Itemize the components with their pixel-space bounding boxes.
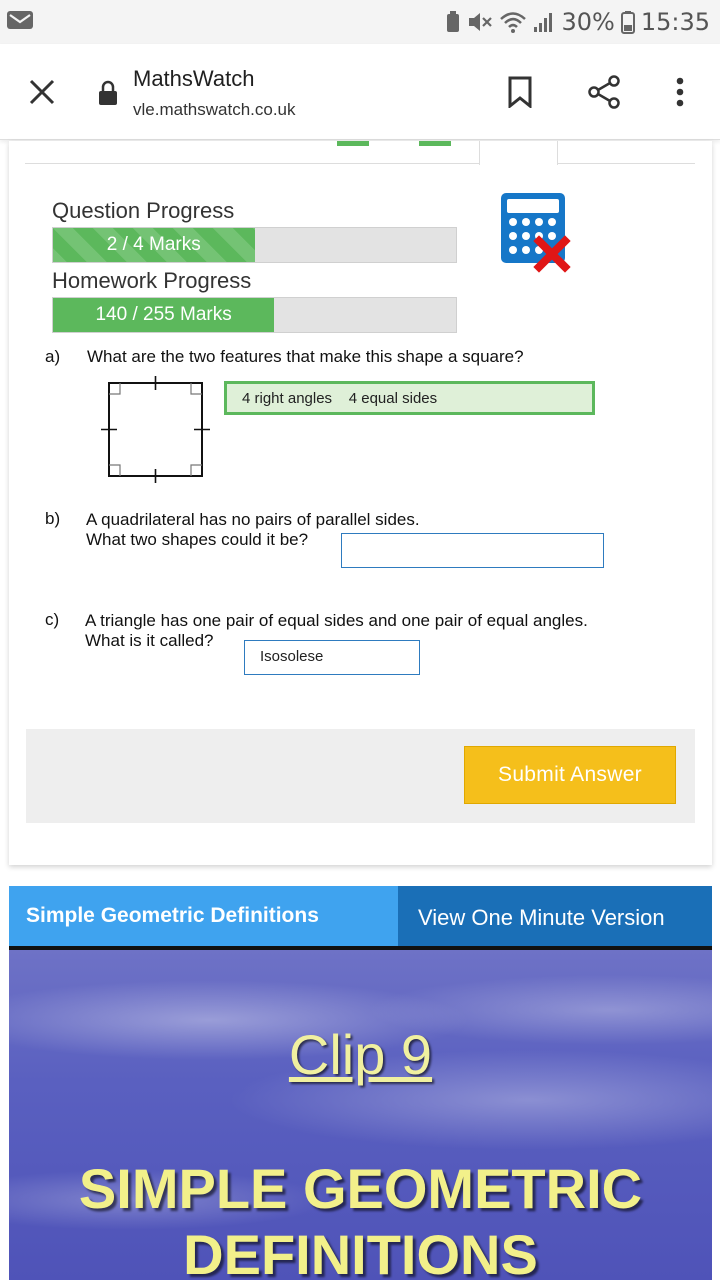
site-title: MathsWatch [133,66,255,91]
answer-b-field[interactable] [341,533,604,568]
question-progress-label: Question Progress [52,198,235,223]
site-url[interactable]: vle.mathswatch.co.uk [133,100,296,119]
battery-icon [621,10,635,34]
question-progress-bar [52,227,457,263]
homework-progress-label: Homework Progress [52,268,252,293]
share-icon[interactable] [580,68,628,116]
calculator-not-allowed-icon [499,191,575,273]
notification-icon [6,8,34,32]
clip-subtitle-line1: SIMPLE GEOMETRIC [78,1157,643,1220]
wifi-icon [499,10,527,34]
battery-percent: 30% [561,8,615,36]
signal-icon [533,10,555,34]
clip-subtitle [9,1156,712,1280]
divider [25,163,479,164]
answer-a-field[interactable]: 4 right angles 4 equal sides [224,381,595,415]
question-a-letter: a) [45,347,61,366]
tab-marker [419,141,451,146]
question-c-line2: What is it called? [85,631,214,650]
browser-toolbar [0,44,720,140]
mute-icon [467,10,493,34]
question-b-letter: b) [45,509,61,528]
question-progress-fill: 2 / 4 Marks [53,228,255,262]
tab-marker [337,141,369,146]
question-c-line1: A triangle has one pair of equal sides and one pair of equal angles. [85,611,588,630]
video-tabs [9,886,712,946]
homework-progress-bar [52,297,457,333]
answer-c-field[interactable]: Isosolese [244,640,420,675]
bookmark-icon[interactable] [496,68,544,116]
homework-progress-fill: 140 / 255 Marks [53,298,274,332]
divider [479,141,480,165]
video-player[interactable] [9,946,712,1280]
close-icon[interactable] [18,68,66,116]
square-diagram [97,375,221,485]
clip-title: Clip 9 [288,1023,433,1086]
question-card [9,141,712,865]
submit-answer-button[interactable]: Submit Answer [464,746,676,804]
divider [557,141,558,165]
submit-area [26,729,695,823]
divider [557,163,695,164]
status-bar [0,0,720,44]
nfc-icon [445,10,461,34]
clock-time: 15:35 [640,8,710,36]
question-b-line1: A quadrilateral has no pairs of parallel sides. [86,510,420,529]
lock-icon[interactable] [98,80,118,106]
more-options-icon[interactable] [656,68,704,116]
tab-view-one-minute-version[interactable]: View One Minute Version [398,886,712,946]
question-a-text: What are the two features that make this shape a square? [87,347,524,366]
question-c-letter: c) [45,610,60,629]
tab-simple-geometric-definitions[interactable]: Simple Geometric Definitions [9,886,398,946]
question-b-line2: What two shapes could it be? [86,530,309,549]
clip-subtitle-line2: DEFINITIONS [183,1223,538,1280]
